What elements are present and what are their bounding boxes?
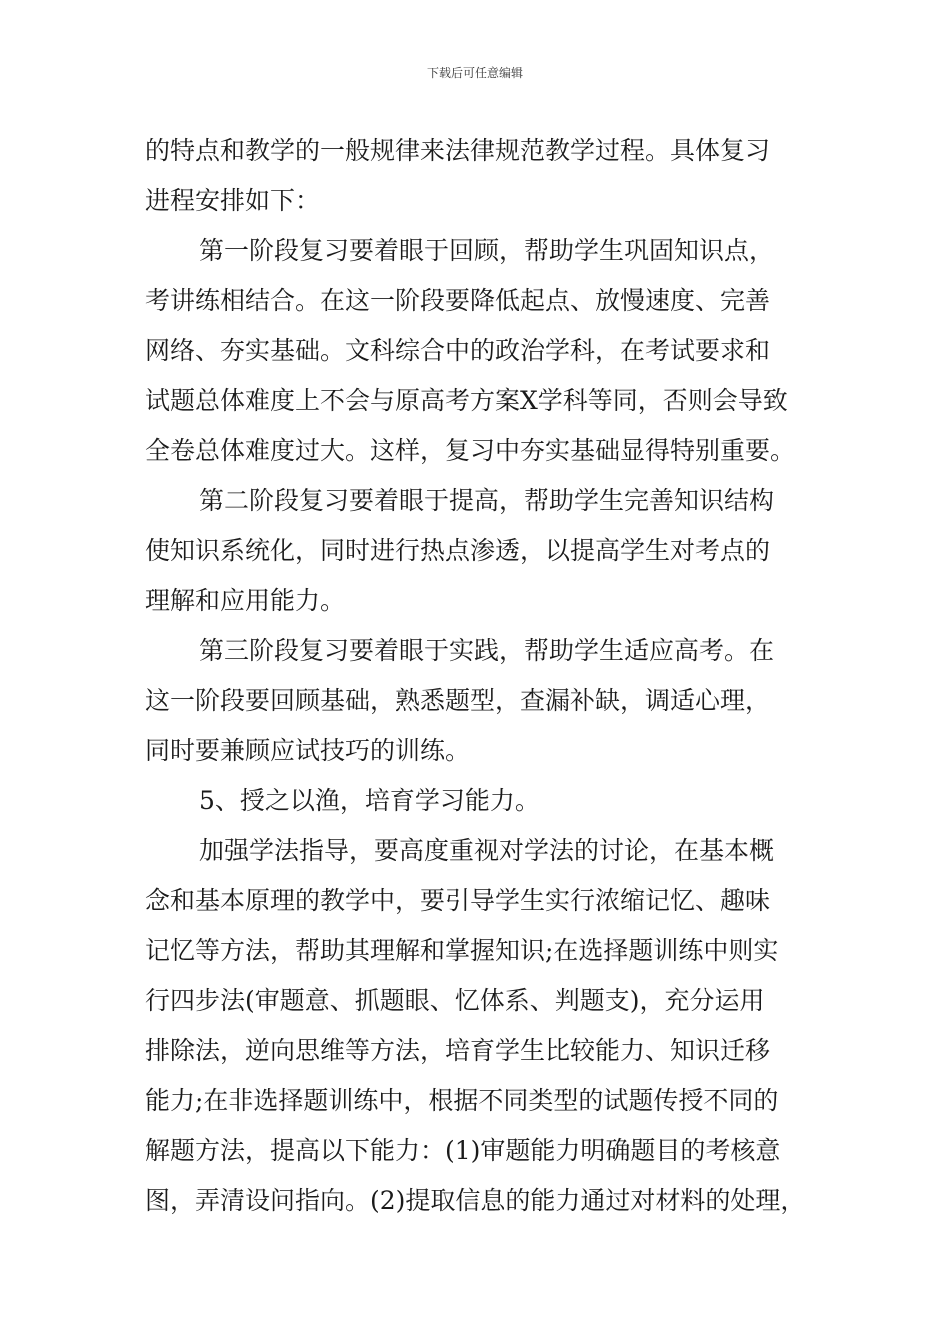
text-line: 全卷总体难度过大。这样，复习中夯实基础显得特别重要。: [145, 436, 796, 465]
text-line: 第二阶段复习要着眼于提高，帮助学生完善知识结构: [199, 486, 775, 515]
text-line: 排除法，逆向思维等方法，培育学生比较能力、知识迁移: [145, 1036, 771, 1065]
text-line: 进程安排如下：: [145, 186, 321, 215]
text-line: 这一阶段要回顾基础，熟悉题型，查漏补缺，调适心理，: [145, 686, 771, 715]
text-line: 行四步法(审题意、抓题眼、忆体系、判题支)，充分运用: [145, 986, 765, 1015]
text-line: 能力;在非选择题训练中，根据不同类型的试题传授不同的: [145, 1086, 779, 1115]
text-line: 的特点和教学的一般规律来法律规范教学过程。具体复习: [145, 136, 771, 165]
text-line: 解题方法，提高以下能力：(1)审题能力明确题目的考核意: [145, 1136, 781, 1165]
document-body: [145, 126, 815, 1226]
text-line: 试题总体难度上不会与原高考方案X学科等同，否则会导致: [145, 386, 788, 415]
text-line: 第三阶段复习要着眼于实践，帮助学生适应高考。在: [199, 636, 775, 665]
text-line: 加强学法指导，要高度重视对学法的讨论，在基本概: [199, 836, 775, 865]
page-header: 下载后可任意编辑: [426, 66, 523, 80]
text-line: 考讲练相结合。在这一阶段要降低起点、放慢速度、完善: [145, 286, 771, 315]
text-line: 记忆等方法，帮助其理解和掌握知识;在选择题训练中则实: [145, 936, 779, 965]
text-line: 理解和应用能力。: [145, 586, 346, 615]
text-line: 网络、夯实基础。文科综合中的政治学科，在考试要求和: [145, 336, 771, 365]
text-line: 使知识系统化，同时进行热点渗透，以提高学生对考点的: [145, 536, 771, 565]
text-line: 图，弄清设问指向。(2)提取信息的能力通过对材料的处理，: [145, 1186, 806, 1215]
text-line: 5、授之以渔，培育学习能力。: [199, 786, 540, 815]
text-line: 同时要兼顾应试技巧的训练。: [145, 736, 471, 765]
text-line: 第一阶段复习要着眼于回顾，帮助学生巩固知识点，: [199, 236, 775, 265]
text-line: 念和基本原理的教学中，要引导学生实行浓缩记忆、趣味: [145, 886, 771, 915]
